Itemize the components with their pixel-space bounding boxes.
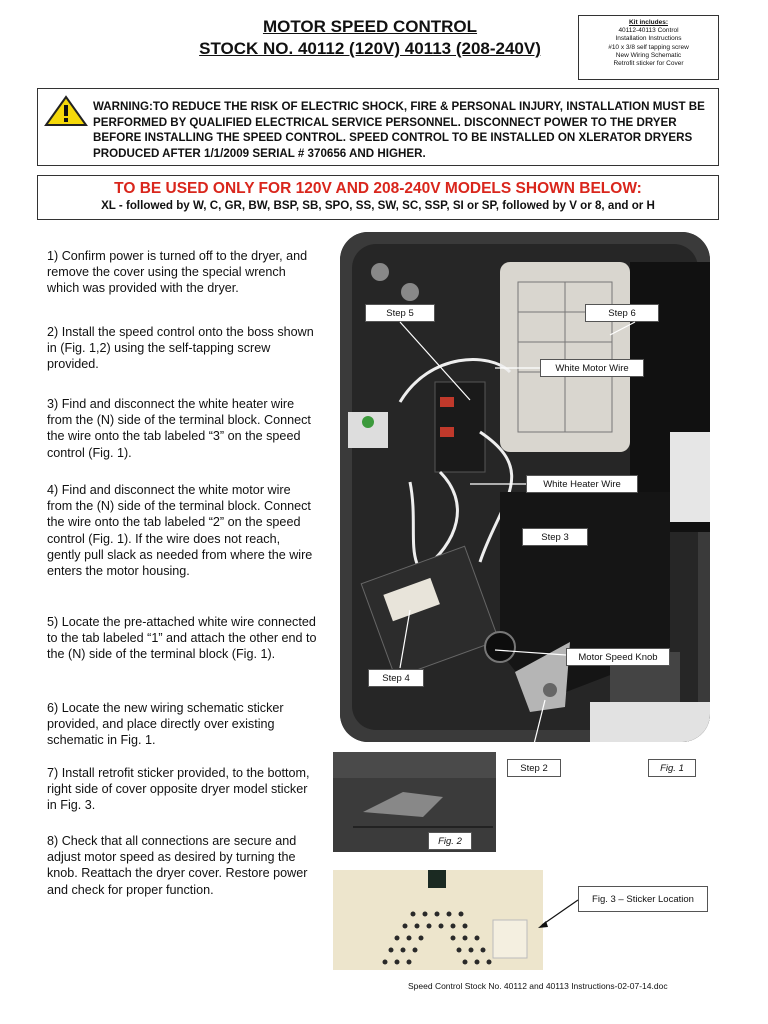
callout-step-4: Step 4 [368, 669, 424, 687]
warning-text: WARNING:TO REDUCE THE RISK OF ELECTRIC SHOCK, FIRE & PERSONAL INJURY, INSTALLATION MUST BE PERFORMED BY QUALIFIED ELECTRICAL SERVICE PERSONNEL. DISCONNECT POWER TO THE DRYER BEFORE INSTALLING THE SPEED CONTROL. SPEED CONTROL TO BE INSTALLED ON XLERATOR DRYERS PRODUCED AFTER 1/1/2009 SERIAL # 370656 AND HIGHER. [93, 100, 705, 160]
step-6: 6) Locate the new wiring schematic sticker provided, and place directly over existing schematic in Fig. 1. [47, 701, 284, 748]
dryer-cover-vents-illustration [333, 870, 543, 970]
kit-item: 40112-40113 Control [618, 27, 679, 35]
kit-item: Installation Instructions [615, 35, 682, 43]
fig-2-photo [333, 752, 496, 852]
models-list: XL - followed by W, C, GR, BW, BSP, SB, SPO, SS, SW, SC, SSP, SI or SP, followed by V or 8, and or H [101, 199, 655, 212]
callout-step-5: Step 5 [365, 304, 435, 322]
step-2: 2) Install the speed control onto the boss shown in (Fig. 1,2) using the self-tapping screw provided. [47, 325, 314, 372]
callout-step-2: Step 2 [507, 759, 561, 777]
kit-title: Kit includes: [628, 19, 668, 26]
step-3: 3) Find and disconnect the white heater wire from the (N) side of the terminal block. Connect the wire onto the tab labeled “3” on the speed control (Fig. 1). [47, 397, 311, 460]
kit-item: #10 x 3/8 self tapping screw [608, 43, 689, 51]
document-footer: Speed Control Stock No. 40112 and 40113 Instructions-02-07-14.doc [408, 981, 668, 991]
kit-item: New Wiring Schematic [615, 51, 682, 59]
step-8: 8) Check that all connections are secure and adjust motor speed as desired by turning the knob. Reattach the dryer cover. Restore power and check for proper function. [47, 834, 308, 897]
callout-white-heater-wire: White Heater Wire [526, 475, 638, 493]
kit-item: Retrofit sticker for Cover [613, 60, 684, 68]
callout-step-6: Step 6 [585, 304, 659, 322]
callout-motor-speed-knob: Motor Speed Knob [566, 648, 670, 666]
fig-3-sticker-location-label: Fig. 3 – Sticker Location [578, 886, 708, 912]
models-heading: TO BE USED ONLY FOR 120V AND 208-240V MODELS SHOWN BELOW: [114, 180, 642, 197]
document-title: MOTOR SPEED CONTROL [262, 17, 478, 36]
step-1: 1) Confirm power is turned off to the dryer, and remove the cover using the special wrench which was provided with the dryer. [47, 249, 308, 296]
callout-white-motor-wire: White Motor Wire [540, 359, 644, 377]
step-5: 5) Locate the pre-attached white wire connected to the tab labeled “1” and attach the other end to the (N) side of the terminal block (Fig. 1). [47, 615, 317, 662]
fig-3-photo [333, 870, 543, 970]
document-subtitle: STOCK NO. 40112 (120V) 40113 (208-240V) [199, 39, 541, 58]
fig-3-arrow [530, 895, 580, 935]
step-4: 4) Find and disconnect the white motor wire from the (N) side of the terminal block. Connect the wire onto the tab labeled “2” on the speed control (Fig. 1). If the wire does not reach, gently pull slack as needed from where the wire enters the motor housing. [47, 483, 313, 579]
callout-step-3: Step 3 [522, 528, 588, 546]
fig-1-label: Fig. 1 [648, 759, 696, 777]
step-7: 7) Install retrofit sticker provided, to the bottom, right side of cover opposite dryer model sticker in Fig. 3. [47, 766, 310, 813]
fig-2-label: Fig. 2 [428, 832, 472, 850]
